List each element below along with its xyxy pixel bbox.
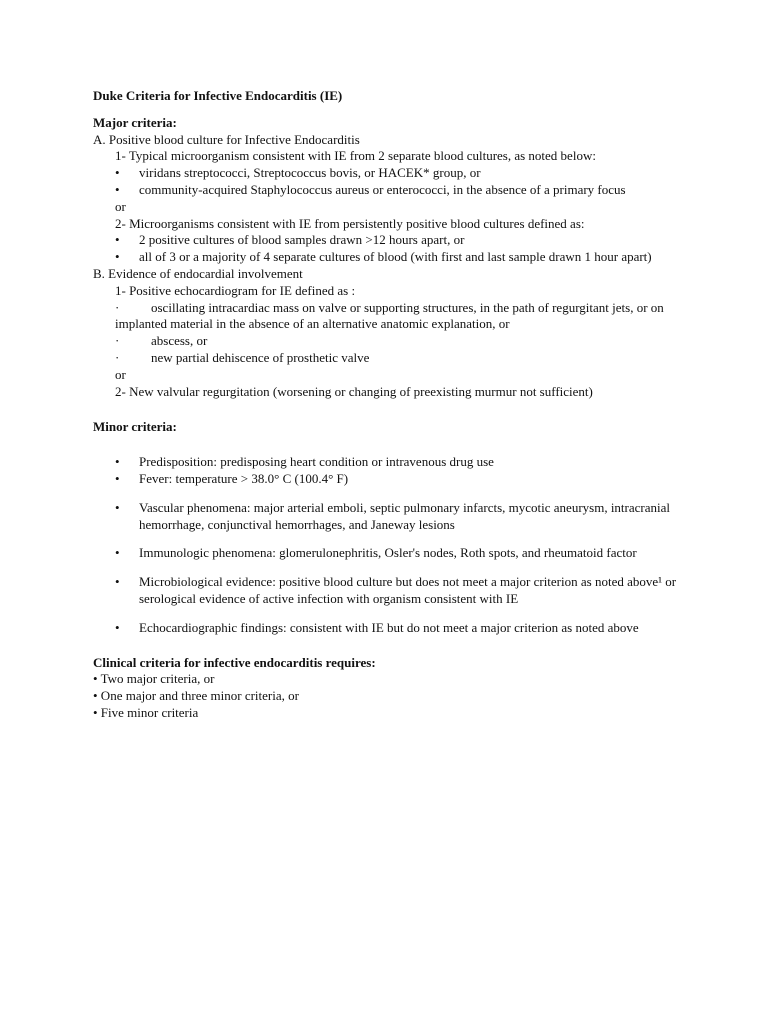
major-b2-text: 2- New valvular regurgitation (worsening or changing of preexisting murmur not sufficient) (115, 383, 593, 399)
document-title: Duke Criteria for Infective Endocarditis (IE) (93, 88, 343, 103)
or-separator: or (115, 366, 126, 382)
echo-item-text: abscess, or (151, 333, 208, 349)
list-item: • Echocardiographic findings: consistent with IE but do not meet a major criterion as noted above (139, 620, 683, 637)
middle-dot-bullet: · (115, 349, 120, 365)
echo-item-text: new partial dehiscence of prosthetic valve (151, 349, 370, 365)
list-item: • viridans streptococci, Streptococcus bovis, or HACEK* group, or (139, 165, 683, 182)
echo-item (93, 333, 683, 350)
list-item: • One major and three minor criteria, or (93, 688, 299, 704)
echo-item (93, 300, 683, 334)
list-item: • Five minor criteria (93, 704, 199, 720)
major-b-heading: B. Evidence of endocardial involvement (93, 265, 303, 281)
minor-criteria-list (93, 454, 683, 636)
major-b1-intro: 1- Positive echocardiogram for IE defined as : (115, 282, 356, 298)
list-item: • Vascular phenomena: major arterial emboli, septic pulmonary infarcts, mycotic aneurysm, intracranial hemorrhage, conjunctival hemorrhages, and Janeway lesions (139, 500, 683, 534)
list-item: • all of 3 or a majority of 4 separate cultures of blood (with first and last sample drawn 1 hour apart) (139, 249, 683, 266)
middle-dot-bullet: · (115, 333, 120, 349)
clinical-criteria-heading: Clinical criteria for infective endocarditis requires: (93, 654, 376, 670)
major-a1-intro: 1- Typical microorganism consistent with IE from 2 separate blood cultures, as noted below: (115, 148, 596, 164)
major-criteria-heading: Major criteria: (93, 114, 177, 130)
major-a-heading: A. Positive blood culture for Infective Endocarditis (93, 131, 360, 147)
list-item: • Fever: temperature > 38.0° C (100.4° F) (139, 471, 683, 488)
major-a2-list (93, 232, 683, 266)
middle-dot-bullet: · (115, 299, 120, 315)
echo-item-text: oscillating intracardiac mass on valve or supporting structures, in the path of regurgitant jets, or on implanted material in the absence of an alternative anatomic explanation, or (115, 299, 664, 332)
list-item: • 2 positive cultures of blood samples drawn >12 hours apart, or (139, 232, 683, 249)
list-item: • Immunologic phenomena: glomerulonephritis, Osler's nodes, Roth spots, and rheumatoid factor (139, 545, 683, 562)
list-item: • community-acquired Staphylococcus aureus or enterococci, in the absence of a primary focus (139, 182, 683, 199)
document-body (93, 88, 683, 722)
list-item: • Predisposition: predisposing heart condition or intravenous drug use (139, 454, 683, 471)
echo-item (93, 350, 683, 367)
minor-criteria-heading: Minor criteria: (93, 419, 177, 435)
major-a2-intro: 2- Microorganisms consistent with IE from persistently positive blood cultures defined as: (115, 215, 585, 231)
list-item: • Microbiological evidence: positive blood culture but does not meet a major criterion as noted above¹ or serological evidence of active infection with organism consistent with IE (139, 574, 683, 608)
list-item: • Two major criteria, or (93, 671, 215, 687)
or-separator: or (115, 198, 126, 214)
major-a1-list (93, 165, 683, 199)
